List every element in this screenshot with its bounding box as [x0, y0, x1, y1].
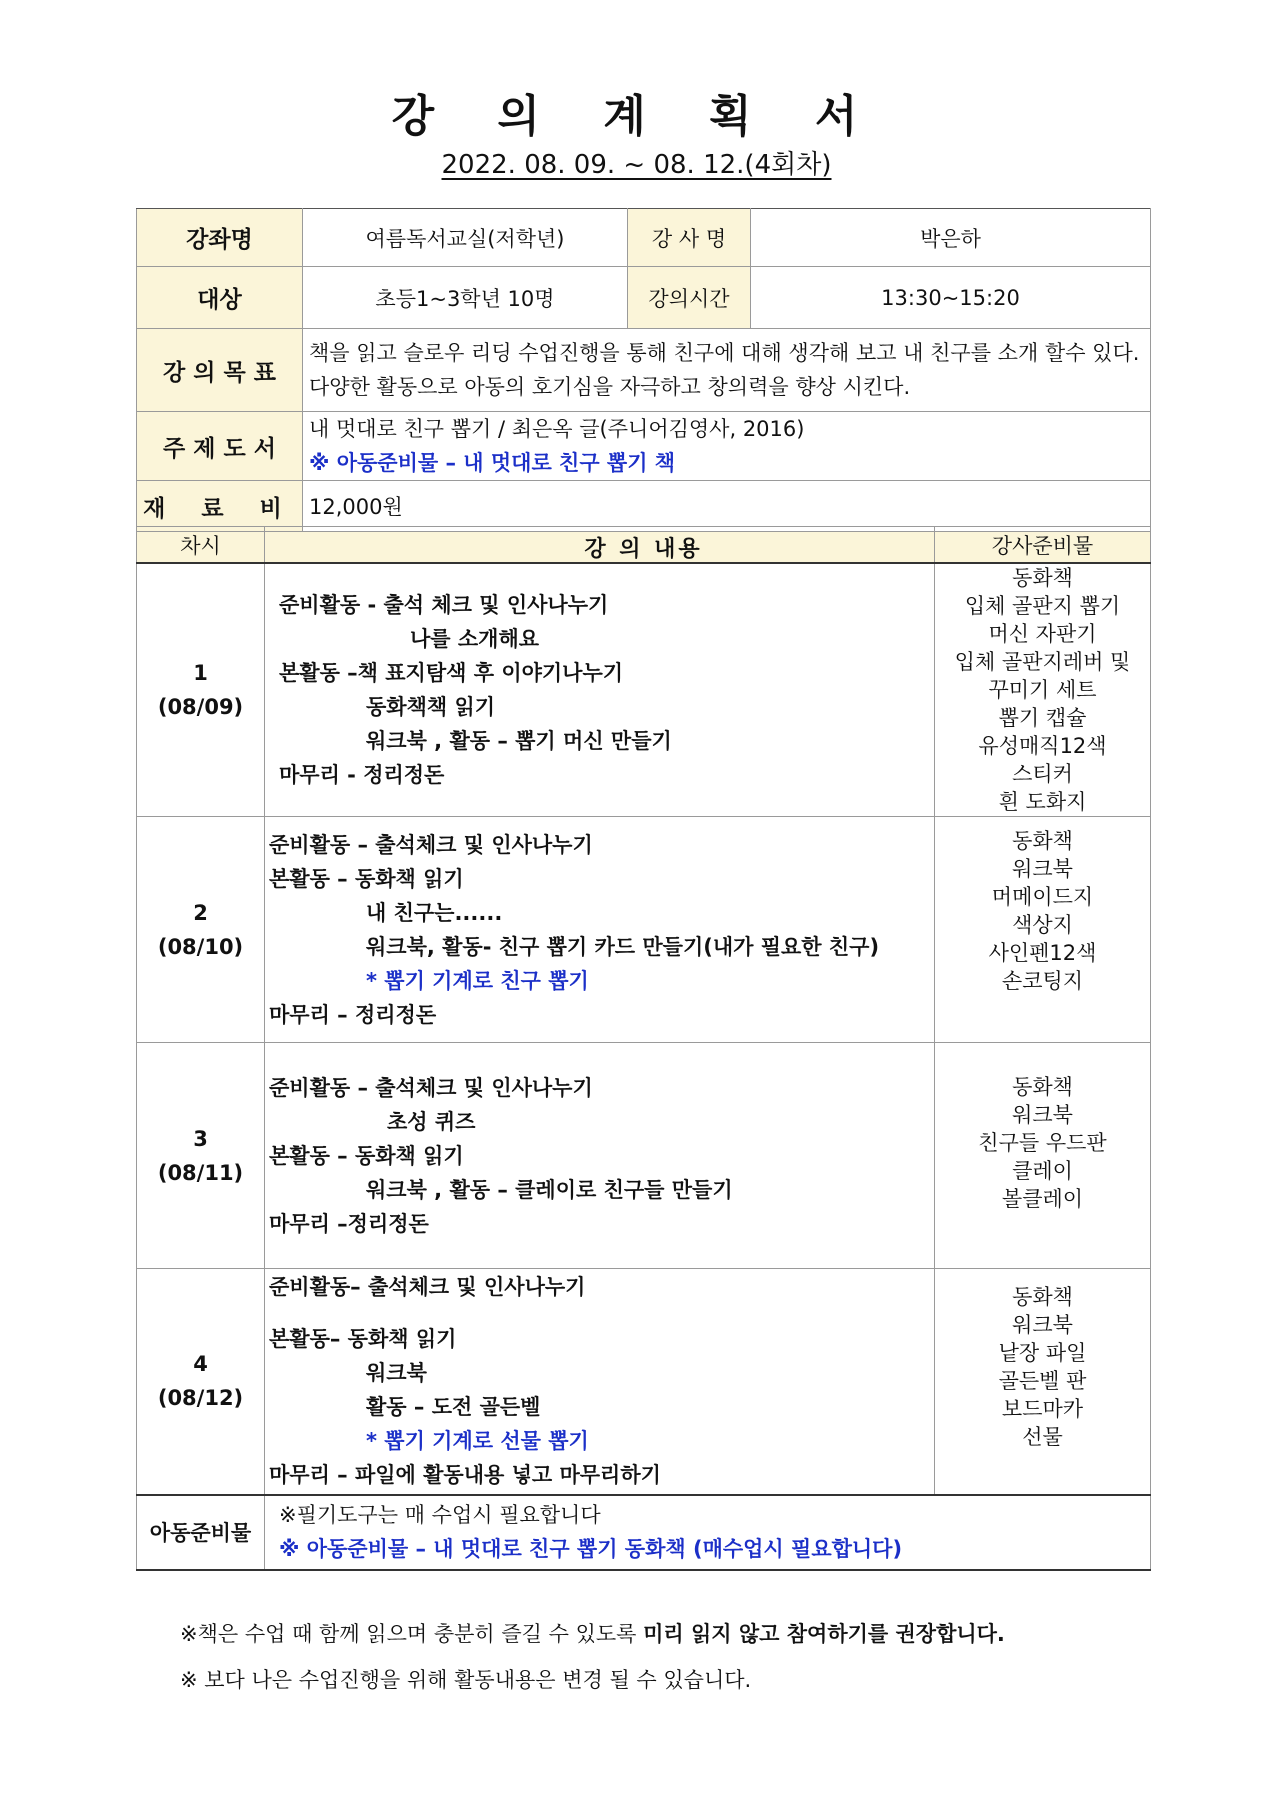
- material-item: 보드마카: [1001, 1397, 1084, 1421]
- session-num: 3: [193, 1126, 208, 1151]
- material-item: 유성매직12색: [978, 734, 1107, 758]
- session-activities: [265, 1269, 935, 1495]
- child-prep-text: [265, 1495, 1151, 1570]
- material-item: 흰 도화지: [998, 790, 1087, 814]
- activity-line: 본활동 – 동화책 읽기: [269, 1143, 464, 1168]
- session-num: 2: [193, 900, 208, 925]
- book-line: 내 멋대로 친구 뽑기 / 최은옥 글(주니어김영사, 2016): [309, 417, 805, 441]
- activity-line: 워크북 , 활동 – 뽑기 머신 만들기: [366, 729, 672, 753]
- material-item: 머신 자판기: [988, 622, 1097, 646]
- teacher-value: 박은하: [751, 209, 1151, 267]
- course-name-value: 여름독서교실(저학년): [303, 209, 628, 267]
- target-value: 초등1~3학년 10명: [303, 267, 628, 329]
- footer-note-2: ※ 보다 나은 수업진행을 위해 활동내용은 변경 될 수 있습니다.: [180, 1668, 752, 1692]
- book-text: [303, 412, 1151, 481]
- material-item: 동화책: [1012, 566, 1073, 590]
- activity-line: 본활동– 동화책 읽기: [269, 1327, 457, 1352]
- activity-line: 준비활동 – 출석체크 및 인사나누기: [269, 1075, 593, 1100]
- page-title: 강 의 계 획 서: [391, 91, 882, 142]
- material-item: 워크북: [1012, 1313, 1073, 1337]
- session-date: (08/11): [157, 1160, 244, 1185]
- activity-line: 마무리 –정리정돈: [269, 1211, 429, 1236]
- material-item: 골든벨 판: [998, 1369, 1087, 1393]
- child-prep-label: 아동준비물: [137, 1495, 265, 1570]
- activity-line: 본활동 – 동화책 읽기: [269, 866, 464, 891]
- session-num: 4: [193, 1352, 208, 1377]
- goal-text: [303, 329, 1151, 412]
- session-date: (08/12): [157, 1386, 244, 1411]
- material-item: 선물: [1022, 1425, 1063, 1449]
- fee-label: 재 료 비: [137, 481, 303, 532]
- session-number: [137, 817, 265, 1043]
- session-col-header: 차시: [137, 527, 265, 564]
- activity-line: 워크북, 활동- 친구 뽑기 카드 만들기(내가 필요한 친구): [366, 934, 880, 959]
- activity-line: * 뽑기 기계로 선물 뽑기: [366, 1429, 589, 1454]
- session-number: [137, 1269, 265, 1495]
- session-date: (08/10): [157, 934, 244, 959]
- activity-line: 마무리 – 파일에 활동내용 넣고 마무리하기: [269, 1463, 661, 1488]
- material-item: 낱장 파일: [998, 1341, 1087, 1365]
- fee-value: 12,000원: [303, 481, 1151, 532]
- time-value: 13:30~15:20: [751, 267, 1151, 329]
- teacher-label: 강 사 명: [628, 209, 751, 267]
- material-item: 동화책: [1012, 829, 1073, 853]
- session-activities: [265, 563, 935, 817]
- period-subtitle: [0, 144, 1273, 181]
- footer-note-1: [180, 1618, 1005, 1648]
- activity-line: 마무리 – 정리정돈: [269, 1002, 437, 1027]
- material-item: 손코팅지: [1001, 969, 1084, 993]
- material-item: 색상지: [1012, 913, 1073, 937]
- material-item: 워크북: [1012, 857, 1073, 881]
- material-item: 꾸미기 세트: [988, 678, 1097, 702]
- course-info-table: [136, 208, 1151, 564]
- activity-line: 본활동 –책 표지탐색 후 이야기나누기: [279, 661, 624, 685]
- activity-line: * 뽑기 기계로 친구 뽑기: [366, 968, 589, 993]
- footer-note-prefix: ※책은 수업 때 함께 읽으며 충분히 즐길 수 있도록: [180, 1622, 644, 1646]
- content-section-title: 강 의 내용: [137, 532, 1151, 564]
- session-activities: [265, 817, 935, 1043]
- period-text: 2022. 08. 09. ~ 08. 12.(4회차): [441, 150, 832, 180]
- session-num: 1: [193, 661, 208, 685]
- prep-line: ※필기도구는 매 수업시 필요합니다: [279, 1503, 601, 1527]
- activity-line: 나를 소개해요: [410, 627, 540, 651]
- materials-col-header: 강사준비물: [935, 527, 1151, 564]
- material-item: 스티커: [1012, 762, 1073, 786]
- activity-line: 마무리 - 정리정돈: [279, 763, 445, 787]
- time-label: 강의시간: [628, 267, 751, 329]
- course-name-label: 강좌명: [137, 209, 303, 267]
- session-number: [137, 563, 265, 817]
- session-materials: [935, 563, 1151, 817]
- material-item: 워크북: [1012, 1103, 1073, 1127]
- material-item: 사인펜12색: [988, 941, 1097, 965]
- book-note: ※ 아동준비물 – 내 멋대로 친구 뽑기 책: [309, 451, 676, 475]
- session-materials: [935, 817, 1151, 1043]
- session-activities: [265, 1043, 935, 1269]
- session-date: (08/09): [157, 695, 244, 719]
- content-table: [136, 526, 1151, 1571]
- material-item: 볼클레이: [1001, 1187, 1084, 1211]
- activity-line: 준비활동 – 출석체크 및 인사나누기: [269, 832, 593, 857]
- material-item: 입체 골판지 뽑기: [964, 594, 1121, 618]
- prep-line: ※ 아동준비물 – 내 멋대로 친구 뽑기 동화책 (매수업시 필요합니다): [279, 1537, 903, 1561]
- material-item: 뽑기 캡슐: [998, 706, 1087, 730]
- session-materials: [935, 1269, 1151, 1495]
- footer-note-bold: 미리 읽지 않고 참여하기를 권장합니다.: [643, 1622, 1005, 1646]
- goal-line: 다양한 활동으로 아동의 호기심을 자극하고 창의력을 향상 시킨다.: [309, 375, 911, 399]
- goal-label: 강 의 목 표: [137, 329, 303, 412]
- activity-line: 내 친구는......: [366, 900, 503, 925]
- material-item: 동화책: [1012, 1285, 1073, 1309]
- goal-line: 책을 읽고 슬로우 리딩 수업진행을 통해 친구에 대해 생각해 보고 내 친구를 소개 할수 있다.: [309, 341, 1140, 365]
- activity-line: 동화책책 읽기: [366, 695, 496, 719]
- activity-line: 워크북: [366, 1361, 427, 1386]
- activity-line: 초성 퀴즈: [387, 1109, 476, 1134]
- activity-line: 활동 – 도전 골든벨: [366, 1395, 541, 1420]
- material-item: 동화책: [1012, 1075, 1073, 1099]
- session-number: [137, 1043, 265, 1269]
- material-item: 친구들 우드판: [978, 1131, 1107, 1155]
- activity-line: 준비활동 - 출석 체크 및 인사나누기: [279, 593, 609, 617]
- activity-col-header: [265, 527, 935, 564]
- activity-line: 워크북 , 활동 – 클레이로 친구들 만들기: [366, 1177, 733, 1202]
- target-label: 대상: [137, 267, 303, 329]
- material-item: 클레이: [1012, 1159, 1073, 1183]
- material-item: 입체 골판지레버 및: [954, 650, 1131, 674]
- book-label: 주 제 도 서: [137, 412, 303, 481]
- session-materials: [935, 1043, 1151, 1269]
- material-item: 머메이드지: [991, 885, 1094, 909]
- activity-line: 준비활동– 출석체크 및 인사나누기: [269, 1275, 586, 1300]
